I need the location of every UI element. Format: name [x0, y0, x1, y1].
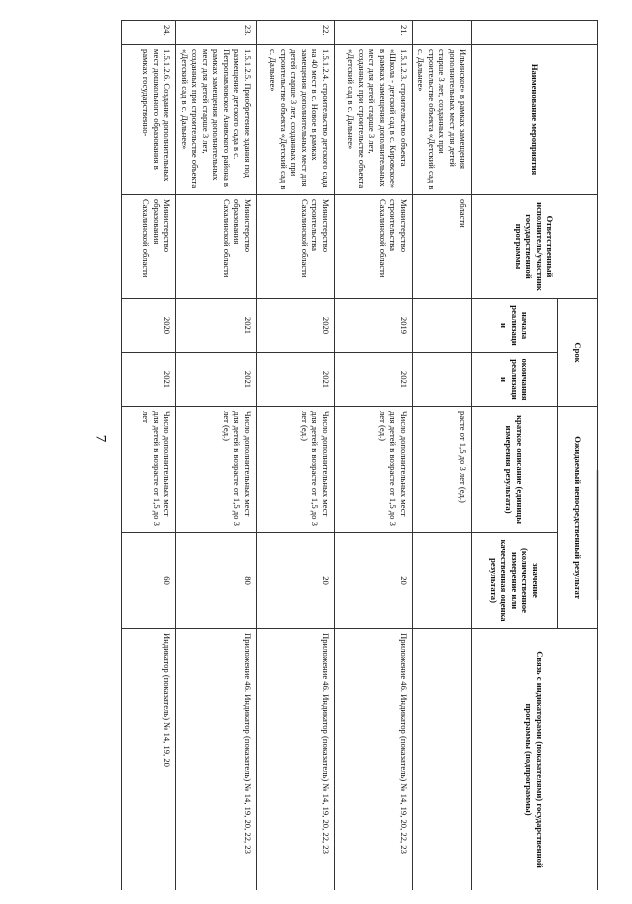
- row-end: 2021: [334, 353, 412, 407]
- row-start: 2020: [122, 299, 176, 353]
- header-name: Наименование мероприятия: [472, 45, 598, 195]
- row-name: 1.5.1.2.5. Приобретение здания под размещение детского сада в с. Петропавловское Анивского района в рамках замещения дополнительных мест для детей старше 3 лет, созданных при строительстве объекта «Детский сад в с. Дальнее»: [176, 45, 256, 195]
- row-name: Ильинское» в рамках замещения дополнительных мест для детей старше 3 лет, созданных при строительстве объекта «Детский сад в с. Дальнее»: [412, 45, 471, 195]
- table-row: [176, 21, 256, 891]
- row-end: 2021: [176, 353, 256, 407]
- row-responsible: Министерство строительства Сахалинской области: [256, 195, 334, 299]
- row-result-desc: Число дополнительных мест для детей в возрасте от 1,5 до 3 лет (ед.): [256, 407, 334, 533]
- rotated-content: [120, 20, 598, 890]
- table-row: [412, 21, 471, 891]
- header-term-start: начала реализации: [472, 299, 558, 353]
- row-responsible: Министерство образования Сахалинской области: [176, 195, 256, 299]
- row-link: Индикатор (показатель) № 14, 19, 20: [122, 629, 176, 890]
- row-result-desc: Число дополнительных мест для детей в возрасте от 1,5 до 3 лет (ед.): [334, 407, 412, 533]
- table-row: [256, 21, 334, 891]
- row-start: 2020: [256, 299, 334, 353]
- row-number: [412, 21, 471, 45]
- row-result-desc: Число дополнительных мест для детей в возрасте от 1,5 до 3 лет: [122, 407, 176, 533]
- header-term-end: окончания реализации: [472, 353, 558, 407]
- row-result-value: 60: [122, 533, 176, 629]
- row-name: 1.5.1.2.6. Создание дополнительных мест дошкольного образования в рамках государственно-: [122, 45, 176, 195]
- row-responsible: Министерство образования Сахалинской области: [122, 195, 176, 299]
- row-result-value: 80: [176, 533, 256, 629]
- row-link: Приложение 46. Индикатор (показатель) № 14, 19, 20, 22, 23: [334, 629, 412, 890]
- row-number: 23.: [176, 21, 256, 45]
- row-name: 1.5.1.2.4. строительство детского сада на 40 мест в с. Новое в рамках замещения дополнительных мест для детей старше 3 лет, созданных при строительстве объекта «Детский сад в с. Дальнее»: [256, 45, 334, 195]
- header-term: Срок: [558, 299, 598, 407]
- row-number: 22.: [256, 21, 334, 45]
- header-responsible: Ответственный исполнитель/участник государственной программы: [472, 195, 598, 299]
- row-end: 2021: [122, 353, 176, 407]
- header-number: [472, 21, 598, 45]
- activities-table: [121, 20, 598, 890]
- row-responsible: Министерство строительства Сахалинской области: [334, 195, 412, 299]
- row-result-value: [412, 533, 471, 629]
- row-name: 1.5.1.2.3. строительство объекта «Школа - детский сад в с. Кировское» в рамках замещения дополнительных мест для детей старше 3 лет, созданных при строительстве объекта «Детский сад в с. Дальнее»: [334, 45, 412, 195]
- row-link: [412, 629, 471, 890]
- row-result-value: 20: [334, 533, 412, 629]
- row-result-value: 20: [256, 533, 334, 629]
- row-result-desc: расте от 1,5 до 3 лет (ед.): [412, 407, 471, 533]
- header-result-value: значение (количественное измерение или качественная оценка результата): [472, 533, 558, 629]
- row-end: 2021: [256, 353, 334, 407]
- row-responsible: области: [412, 195, 471, 299]
- header-result-desc: краткое описание (единицы измерения результата): [472, 407, 558, 533]
- page-number: 7: [92, 434, 109, 443]
- table-row: [122, 21, 176, 891]
- row-link: Приложение 46. Индикатор (показатель) № 14, 19, 20, 22, 23: [176, 629, 256, 890]
- row-start: 2021: [176, 299, 256, 353]
- rotated-page: [120, 20, 598, 890]
- header-result: Ожидаемый непосредственный результат: [558, 407, 598, 629]
- row-link: Приложение 46. Индикатор (показатель) № 14, 19, 20, 22, 23: [256, 629, 334, 890]
- row-number: 21.: [334, 21, 412, 45]
- row-result-desc: Число дополнительных мест для детей в возрасте от 1,5 до 3 лет (ед.): [176, 407, 256, 533]
- header-link: Связь с индикаторами (показателями) государственной программы (подпрограммы): [472, 629, 598, 890]
- row-start: [412, 299, 471, 353]
- row-number: 24.: [122, 21, 176, 45]
- row-start: 2019: [334, 299, 412, 353]
- row-end: [412, 353, 471, 407]
- table-row: [334, 21, 412, 891]
